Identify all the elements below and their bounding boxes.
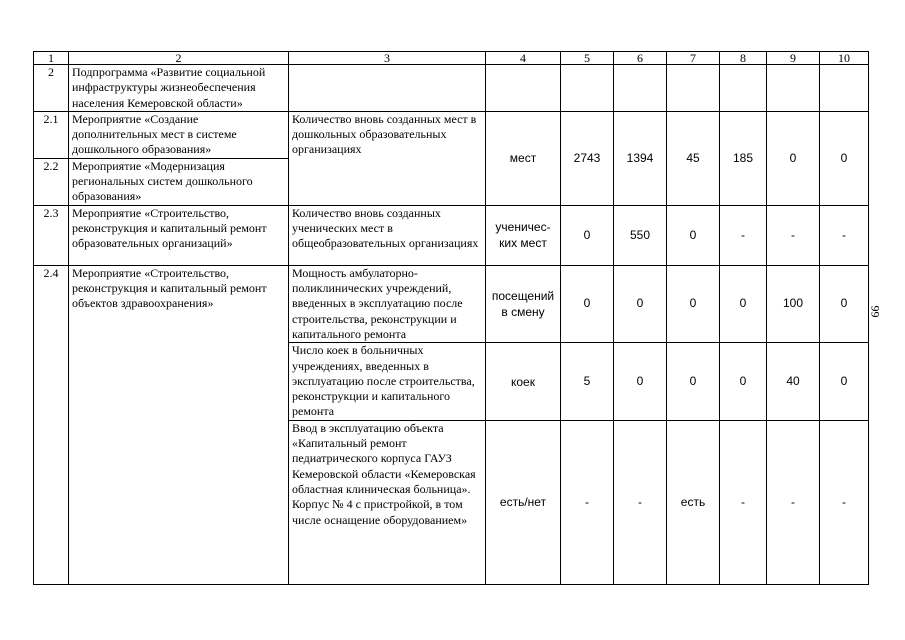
value-cell: есть bbox=[667, 420, 720, 584]
value-cell: - bbox=[820, 205, 869, 265]
value-cell: 0 bbox=[667, 265, 720, 342]
value-cell: - bbox=[767, 205, 820, 265]
measure-name: Мероприятие «Строительство, реконструкция и капитальный ремонт объектов здравоохранения» bbox=[69, 265, 289, 584]
unit-cell: ученичес-ких мест bbox=[486, 205, 561, 265]
value-cell: 0 bbox=[820, 111, 869, 205]
column-number: 2 bbox=[69, 52, 289, 65]
measure-name: Мероприятие «Создание дополнительных мест в системе дошкольного образования» bbox=[69, 111, 289, 158]
value-cell: 1394 bbox=[614, 111, 667, 205]
value-cell: 0 bbox=[720, 343, 767, 420]
unit-cell: посещений в смену bbox=[486, 265, 561, 342]
column-number: 5 bbox=[561, 52, 614, 65]
value-cell: 0 bbox=[614, 343, 667, 420]
measure-name: Мероприятие «Модернизация региональных систем дошкольного образования» bbox=[69, 158, 289, 205]
column-number: 1 bbox=[34, 52, 69, 65]
value-cell bbox=[720, 65, 767, 112]
value-cell: - bbox=[720, 420, 767, 584]
column-number: 3 bbox=[289, 52, 486, 65]
value-cell: 5 bbox=[561, 343, 614, 420]
value-cell: 40 bbox=[767, 343, 820, 420]
unit-cell: есть/нет bbox=[486, 420, 561, 584]
indicator-cell: Количество вновь созданных ученических мест в общеобразовательных организациях bbox=[289, 205, 486, 265]
value-cell: - bbox=[561, 420, 614, 584]
value-cell: - bbox=[767, 420, 820, 584]
column-number-row bbox=[34, 52, 869, 65]
value-cell bbox=[614, 65, 667, 112]
value-cell: 0 bbox=[667, 205, 720, 265]
value-cell: 0 bbox=[614, 265, 667, 342]
value-cell: 45 bbox=[667, 111, 720, 205]
value-cell: - bbox=[614, 420, 667, 584]
value-cell: 100 bbox=[767, 265, 820, 342]
column-number: 10 bbox=[820, 52, 869, 65]
value-cell: 0 bbox=[820, 265, 869, 342]
unit-cell: мест bbox=[486, 111, 561, 205]
value-cell bbox=[667, 65, 720, 112]
indicator-cell: Мощность амбулаторно-поликлинических учреждений, введенных в эксплуатацию после строительства, реконструкции и капитального ремонта bbox=[289, 265, 486, 342]
value-cell: - bbox=[720, 205, 767, 265]
measure-name: Мероприятие «Строительство, реконструкция и капитальный ремонт образовательных организаций» bbox=[69, 205, 289, 265]
page-number: 99 bbox=[868, 305, 883, 318]
unit-cell: коек bbox=[486, 343, 561, 420]
column-number: 4 bbox=[486, 52, 561, 65]
value-cell: 0 bbox=[720, 265, 767, 342]
value-cell: 0 bbox=[767, 111, 820, 205]
row-number: 2 bbox=[34, 65, 69, 112]
row-number: 2.3 bbox=[34, 205, 69, 265]
row-number: 2.4 bbox=[34, 265, 69, 584]
value-cell: 0 bbox=[820, 343, 869, 420]
measure-name: Подпрограмма «Развитие социальной инфраструктуры жизнеобеспечения населения Кемеровской области» bbox=[69, 65, 289, 112]
value-cell: 550 bbox=[614, 205, 667, 265]
value-cell: 0 bbox=[667, 343, 720, 420]
unit-cell bbox=[486, 65, 561, 112]
value-cell: 0 bbox=[561, 265, 614, 342]
column-number: 9 bbox=[767, 52, 820, 65]
value-cell bbox=[767, 65, 820, 112]
value-cell: - bbox=[820, 420, 869, 584]
table-row bbox=[34, 205, 869, 265]
column-number: 8 bbox=[720, 52, 767, 65]
indicators-table bbox=[33, 51, 869, 585]
indicator-cell: Число коек в больничных учреждениях, введенных в эксплуатацию после строительства, реконструкции и капитального ремонта bbox=[289, 343, 486, 420]
value-cell bbox=[820, 65, 869, 112]
column-number: 6 bbox=[614, 52, 667, 65]
row-number: 2.1 bbox=[34, 111, 69, 158]
value-cell: 0 bbox=[561, 205, 614, 265]
value-cell: 2743 bbox=[561, 111, 614, 205]
column-number: 7 bbox=[667, 52, 720, 65]
indicator-cell bbox=[289, 65, 486, 112]
table-row bbox=[34, 65, 869, 112]
table-row bbox=[34, 111, 869, 158]
indicator-cell: Количество вновь созданных мест в дошкольных образовательных организациях bbox=[289, 111, 486, 205]
value-cell bbox=[561, 65, 614, 112]
indicator-cell: Ввод в эксплуатацию объекта «Капитальный ремонт педиатрического корпуса ГАУЗ Кемеровской области «Кемеровская областная клиническая больница». Корпус № 4 с пристройкой, в том числе оснащение оборудованием» bbox=[289, 420, 486, 584]
table-row bbox=[34, 265, 869, 342]
row-number: 2.2 bbox=[34, 158, 69, 205]
value-cell: 185 bbox=[720, 111, 767, 205]
